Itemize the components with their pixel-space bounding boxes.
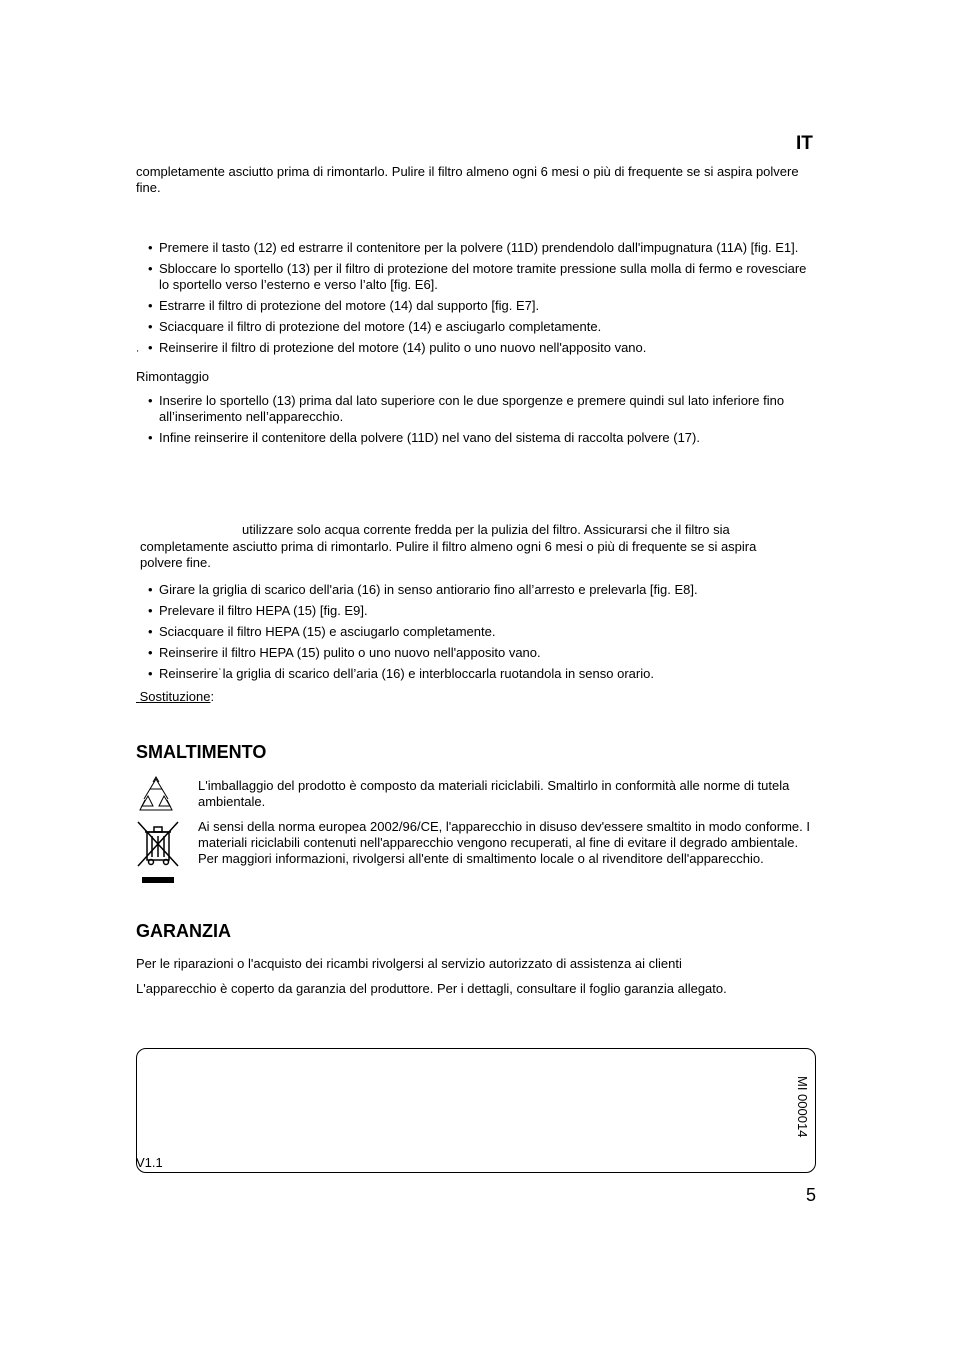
hepa-steps-list [148, 582, 818, 687]
list-item: • Sciacquare il filtro di protezione del motore (14) e asciugarlo completamente. [148, 319, 818, 335]
list-item: • Estrarre il filtro di protezione del motore (14) dal supporto [fig. E7]. [148, 298, 818, 314]
page-number: 5 [806, 1185, 817, 1205]
intro-paragraph: completamente asciutto prima di rimontarlo. Pulire il filtro almeno ogni 6 mesi o più di frequente se si aspira polvere fine. [136, 164, 799, 195]
list-item: • Reinserire˙la griglia di scarico dell’aria (16) e interbloccarla ruotandola in senso orario. [148, 666, 818, 682]
stray-mark: ˙ [136, 348, 141, 363]
warranty-coverage-text: L'apparecchio è coperto da garanzia del produttore. Per i dettagli, consultare il foglio garanzia allegato. [136, 981, 727, 996]
document-code: MI 000014 [795, 1076, 810, 1138]
warranty-service-text: Per le riparazioni o l'acquisto dei ricambi rivolgersi al servizio autorizzato di assistenza ai clienti [136, 956, 682, 971]
hepa-note-line2: completamente asciutto prima di rimontarlo. Pulire il filtro almeno ogni 6 mesi o più di frequente se si aspira polvere fine. [140, 539, 757, 570]
footer-box [136, 1048, 816, 1173]
list-item: • Infine reinserire il contenitore della polvere (11D) nel vano del sistema di raccolta polvere (17). [148, 430, 818, 446]
recycle-icon [136, 776, 176, 816]
weee-text: Ai sensi della norma europea 2002/96/CE, l'apparecchio in disuso dev'essere smaltito in modo conforme. I materiali riciclabili contenuti nell'apparecchio vengono recuperati, al fine di evitare il degrado ambientale. Per maggiori informazioni, rivolgersi all'ente di smaltimento locale o al rivenditore dell'apparecchio. [198, 819, 810, 866]
replacement-label: Sostituzione: [139, 689, 215, 704]
list-item: • Reinserire il filtro HEPA (15) pulito o uno nuovo nell'apposito vano. [148, 645, 818, 661]
list-item: • Prelevare il filtro HEPA (15) [fig. E9]. [148, 603, 818, 619]
crossed-bin-icon [136, 820, 182, 886]
version-label: V1.1 [136, 1155, 163, 1170]
list-item: • Sciacquare il filtro HEPA (15) e asciugarlo completamente. [148, 624, 818, 640]
list-item: • Girare la griglia di scarico dell'aria (16) in senso antiorario fino all’arresto e prelevarla [fig. E8]. [148, 582, 818, 598]
list-item: • Sbloccare lo sportello (13) per il filtro di protezione del motore tramite pressione sulla molla di fermo e rovesciare lo sportello verso l’esterno e verso l’alto [fig. E6]. [148, 261, 818, 293]
list-item: • Inserire lo sportello (13) prima dal lato superiore con le due sporgenze e premere quindi sul lato inferiore fino all’inserimento nell’apparecchio. [148, 393, 818, 425]
disposal-heading: SMALTIMENTO [136, 742, 267, 762]
warranty-heading: GARANZIA [136, 921, 231, 941]
cleaning-steps-list [148, 240, 818, 361]
hepa-note-line1: utilizzare solo acqua corrente fredda per la pulizia del filtro. Assicurarsi che il filtro sia [242, 522, 730, 537]
list-item: • Premere il tasto (12) ed estrarre il contenitore per la polvere (11D) prendendolo dall'impugnatura (11A) [fig. E1]. [148, 240, 818, 256]
reassembly-steps-list [148, 393, 818, 451]
list-item: • Reinserire il filtro di protezione del motore (14) pulito o uno nuovo nell'apposito vano. [148, 340, 818, 356]
language-label: IT [796, 133, 813, 154]
recycle-text: L'imballaggio del prodotto è composto da materiali riciclabili. Smaltirlo in conformità alle norme di tutela ambientale. [198, 778, 790, 809]
reassembly-subheading: Rimontaggio [136, 369, 209, 384]
